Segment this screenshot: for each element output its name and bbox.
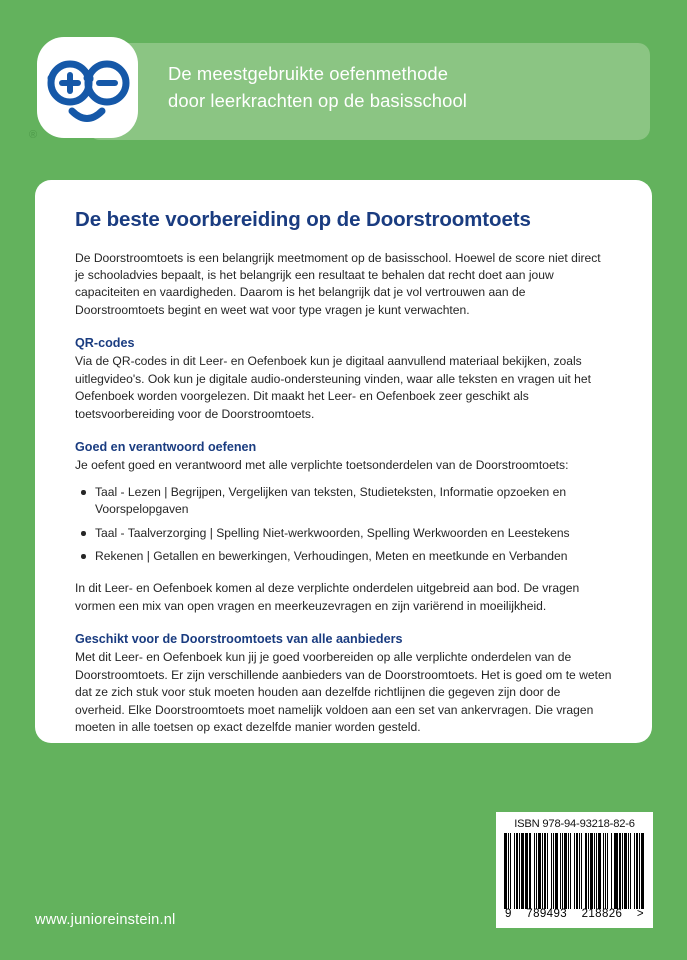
list-item: Taal - Taalverzorging | Spelling Niet-werkwoorden, Spelling Werkwoorden en Leestekens	[75, 525, 612, 542]
barcode-digit-group-1: 789493	[526, 908, 568, 920]
intro-paragraph: De Doorstroomtoets is een belangrijk meetmoment op de basisschool. Hoewel de score niet direct je schooladvies bepaalt, is het belangrijk een resultaat te behalen dat recht doet aan jouw capaciteiten en vaardigheden. Daarom is het belangrijk dat je vol vertrouwen aan de Doorstroomtoets begint en weet wat voor type vragen je kunt verwachten.	[75, 250, 601, 317]
isbn-barcode-block	[496, 812, 653, 928]
list-item: Rekenen | Getallen en bewerkingen, Verhoudingen, Meten en meetkunde en Verbanden	[75, 548, 612, 565]
junior-einstein-logo-icon	[37, 37, 138, 138]
card-title: De beste voorbereiding op de Doorstroomtoets	[75, 208, 531, 231]
section-heading-goed-en-verantwoord-oefenen: Goed en verantwoord oefenen	[75, 440, 257, 455]
barcode-digit-group-2: 218826	[581, 908, 623, 920]
content-card	[35, 180, 652, 743]
section-body-goed-en-verantwoord-oefenen: Je oefent goed en verantwoord met alle verplichte toetsonderdelen van de Doorstroomtoets:	[75, 458, 569, 473]
tagline-banner	[88, 43, 650, 140]
section-body-qr-codes: Via de QR-codes in dit Leer- en Oefenboek kun je digitaal aanvullend materiaal bekijken, zoals uitlegvideo's. Ook kun je digitale audio-ondersteuning vinden, waar alle teksten en vragen uit het Oefenboek worden voorgelezen. Dit maakt het Leer- en Oefenboek zeer geschikt als toetsvoorbereiding voor de Doorstroomtoets.	[75, 354, 591, 421]
barcode-digit-right: >	[636, 908, 644, 920]
website-url[interactable]: www.junioreinstein.nl	[35, 912, 176, 928]
list-item: Taal - Lezen | Begrijpen, Vergelijken van teksten, Studieteksten, Informatie opzoeken en Voorspelopgaven	[75, 484, 612, 519]
tagline-line-1: De meestgebruikte oefenmethode	[168, 63, 449, 84]
topics-list	[75, 484, 612, 566]
after-topics-paragraph: In dit Leer- en Oefenboek komen al deze verplichte onderdelen uitgebreid aan bod. De vragen vormen een mix van open vragen en meerkeuzevragen en zijn variërend in moeilijkheid.	[75, 581, 580, 613]
tagline-line-2: door leerkrachten op de basisschool	[168, 90, 467, 111]
section-heading-geschikt-voor-alle-aanbieders: Geschikt voor de Doorstroomtoets van alle aanbieders	[75, 632, 403, 647]
isbn-label: ISBN 978-94-93218-82-6	[514, 818, 635, 830]
barcode-digit-left: 9	[505, 908, 512, 920]
section-heading-qr-codes: QR-codes	[75, 336, 135, 351]
registered-trademark-mark: ®	[29, 129, 38, 141]
barcode-digits	[504, 908, 645, 920]
barcode-bars	[504, 833, 645, 909]
section-body-geschikt-voor-alle-aanbieders: Met dit Leer- en Oefenboek kun jij je goed voorbereiden op alle verplichte onderdelen van de Doorstroomtoets. Er zijn verschillende aanbieders van de Doorstroomtoets. Het is goed om te weten dat ze zich stuk voor stuk moeten houden aan dezelfde richtlijnen die gegeven zijn door de overheid. Elke Doorstroomtoets moet namelijk voldoen aan een set van ankervragen. Die vragen moeten in alle toetsen op exact dezelfde manier worden gesteld.	[75, 650, 612, 735]
